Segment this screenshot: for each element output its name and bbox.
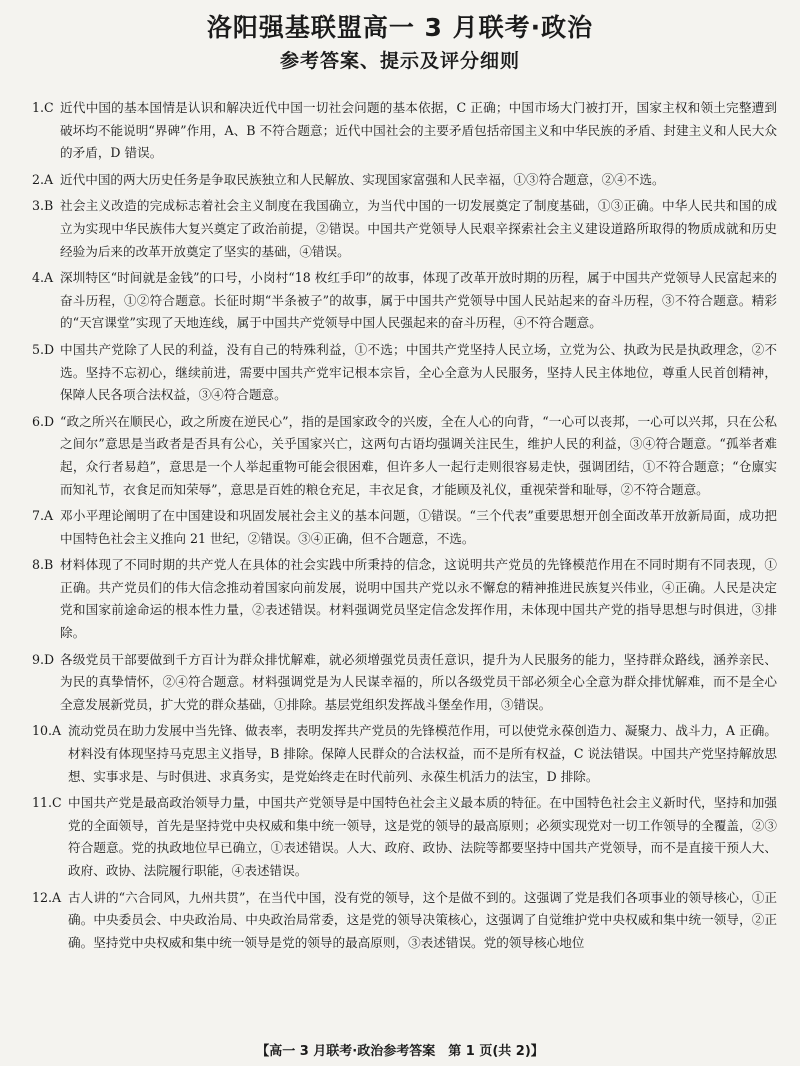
answer-number [32,339,60,407]
answer-explanation: 中国共产党是最高政治领导力量，中国共产党领导是中国特色社会主义最本质的特征。在中国特色社会主义新时代，坚持和加强党的全面领导，首先是坚持党中央权威和集中统一领导，这是党的领导的最高原则；必须实现党对一切工作领导的全覆盖，②③符合题意。党的执政地位早已确立，①表述错误。人大、政府、政协、法院等都要坚持中国共产党领导，而不是直接干预人大、政府、政协、法院履行职能，④表述错误。 [68,795,777,878]
answer-key: A [44,270,54,286]
answer-key: A [44,508,54,524]
answer-key: B [44,557,54,573]
answer-number [32,97,60,165]
answer-item [32,887,777,955]
answer-item [32,267,777,335]
question-number: 3. [32,198,45,214]
answer-explanation: 流动党员在助力发展中当先锋、做表率，表明发挥共产党员的先锋模范作用，可以使党永葆创造力、凝聚力、战斗力，A 正确。材料没有体现坚持马克思主义指导，B 排除。保障人民群众的合法权益，而不是所有权益，C 说法错误。中国共产党坚持解放思想、实事求是、与时俱进、求真务实，是党始终走在时代前列、永葆生机活力的法宝，D 排除。 [68,723,777,784]
answer-item [32,411,777,501]
question-number: 1. [32,100,45,115]
answer-explanation: 各级党员干部要做到千方百计为群众排忧解难，就必须增强党员责任意识，提升为人民服务的能力，坚持群众路线，涵养亲民、为民的真挚情怀，②④符合题意。材料强调党是为人民谋幸福的，所以各级党员干部必须全心全意为群众排忧解难，而不是全心全意发展新党员，扩大党的群众基础，①排除。基层党组织发挥战斗堡垒作用，③错误。 [60,651,777,712]
answer-explanation: 古人讲的“六合同风，九州共贯”，在当代中国，没有党的领导，这个是做不到的。这强调了党是我们各项事业的领导核心，①正确。中央委员会、中央政治局、中央政治局常委，这是党的领导决策核心，这强调了自觉维护党中央权威和集中统一领导，②正确。坚持党中央权威和集中统一领导是党的领导的最高原则，③表述错误。党的领导核心地位 [68,889,777,950]
page-subtitle: 参考答案、提示及评分细则 [279,50,520,72]
answer-item [32,720,777,788]
answer-number [32,267,60,335]
answer-explanation: 社会主义改造的完成标志着社会主义制度在我国确立，为当代中国的一切发展奠定了制度基础，①③正确。中华人民共和国的成立为实现中华民族伟大复兴奠定了政治前提，②错误。中国共产党领导人民艰辛探索社会主义建设道路所取得的物质成就和历史经验为后来的改革开放奠定了坚实的基础，④错误。 [60,198,777,259]
page-footer: 【高一 3 月联考·政治参考答案 第 1 页(共 2)】 [256,1044,544,1059]
answer-number [32,195,60,263]
answer-key: C [52,795,62,811]
answer-number [32,792,68,882]
answer-number [32,649,60,717]
answer-number [32,720,68,788]
answer-number [32,887,68,955]
answer-explanation: 材料体现了不同时期的共产党人在具体的社会实践中所秉持的信念，这说明共产党员的先锋模范作用在不同时期有不同表现，①正确。共产党员们的伟大信念推动着国家向前发展，说明中国共产党以永不懈怠的精神推进民族复兴伟业，④正确。人民是决定党和国家前途命运的根本性力量，②表述错误。材料强调党员坚定信念发挥作用，未体现中国共产党的指导思想与时俱进，③排除。 [60,557,777,641]
question-number: 5. [32,341,45,357]
question-number: 6. [32,413,45,429]
answer-list [32,97,777,958]
question-number: 9. [32,651,45,667]
answer-key: C [44,100,54,115]
answer-item [32,554,777,644]
page-title: 洛阳强基联盟高一 3 月联考·政治 [206,13,594,42]
question-number: 2. [32,171,45,187]
answer-explanation: “政之所兴在顺民心，政之所废在逆民心”，指的是国家政令的兴废，全在人心的向背，“一心可以丧邦，一心可以兴邦，只在公私之间尔”意思是当政者是否具有公心，关乎国家兴亡，这两句古语均强调关注民生，维护人民的利益，③④符合题意。“孤举者难起，众行者易趋”，意思是一个人举起重物可能会很困难，但许多人一起行走则很容易走快，强调团结，①不符合题意；“仓廪实而知礼节，衣食足而知荣辱”，意思是百姓的粮仓充足，丰衣足食，才能顾及礼仪，重视荣誉和耻辱，②不符合题意。 [60,413,777,497]
question-number: 12. [32,889,53,905]
answer-key: B [44,198,54,214]
answer-key: D [44,413,55,429]
answer-explanation: 中国共产党除了人民的利益，没有自己的特殊利益，①不选；中国共产党坚持人民立场，立党为公、执政为民是执政理念，②不选。坚持不忘初心，继续前进，需要中国共产党牢记根本宗旨，全心全意为人民服务，坚持人民主体地位，尊重人民首创精神，保障人民各项合法权益，③④符合题意。 [60,341,777,403]
answer-explanation: 近代中国的基本国情是认识和解决近代中国一切社会问题的基本依据，C 正确；中国市场大门被打开，国家主权和领土完整遭到破坏均不能说明“界碑”作用，A、B 不符合题意；近代中国社会的主要矛盾包括帝国主义和中华民族的矛盾、封建主义和人民大众的矛盾，D 错误。 [60,100,777,161]
answer-item [32,505,777,550]
question-number: 7. [32,508,45,524]
question-number: 8. [32,557,45,573]
answer-number [32,554,60,644]
answer-key: A [52,889,62,905]
question-number: 11. [32,795,53,811]
answer-key: D [44,341,55,357]
answer-key: A [44,171,54,187]
answer-number [32,505,60,550]
answer-explanation: 深圳特区“时间就是金钱”的口号，小岗村“18 枚红手印”的故事，体现了改革开放时期的历程，属于中国共产党领导人民富起来的奋斗历程，①②符合题意。长征时期“半条被子”的故事，属于中国共产党领导中国人民站起来的奋斗历程，③不符合题意。精彩的“天宫课堂”实现了天地连线，属于中国共产党领导中国人民强起来的奋斗历程，④不符合题意。 [60,270,777,331]
answer-item [32,195,777,263]
answer-item [32,97,777,165]
answer-explanation: 邓小平理论阐明了在中国建设和巩固发展社会主义的基本问题，①错误。“三个代表”重要思想开创全面改革开放新局面，成功把中国特色社会主义推向 21 世纪，②错误。③④正确，但不合题意，不选。 [60,508,777,546]
answer-number [32,169,60,192]
answer-item [32,339,777,407]
answer-explanation: 近代中国的两大历史任务是争取民族独立和人民解放、实现国家富强和人民幸福，①③符合题意，②④不选。 [60,171,665,187]
answer-item [32,649,777,717]
question-number: 10. [32,723,53,739]
answer-key: D [44,651,55,667]
answer-item [32,169,777,192]
question-number: 4. [32,270,45,286]
answer-number [32,411,60,501]
answer-item [32,792,777,882]
answer-key: A [52,723,62,739]
